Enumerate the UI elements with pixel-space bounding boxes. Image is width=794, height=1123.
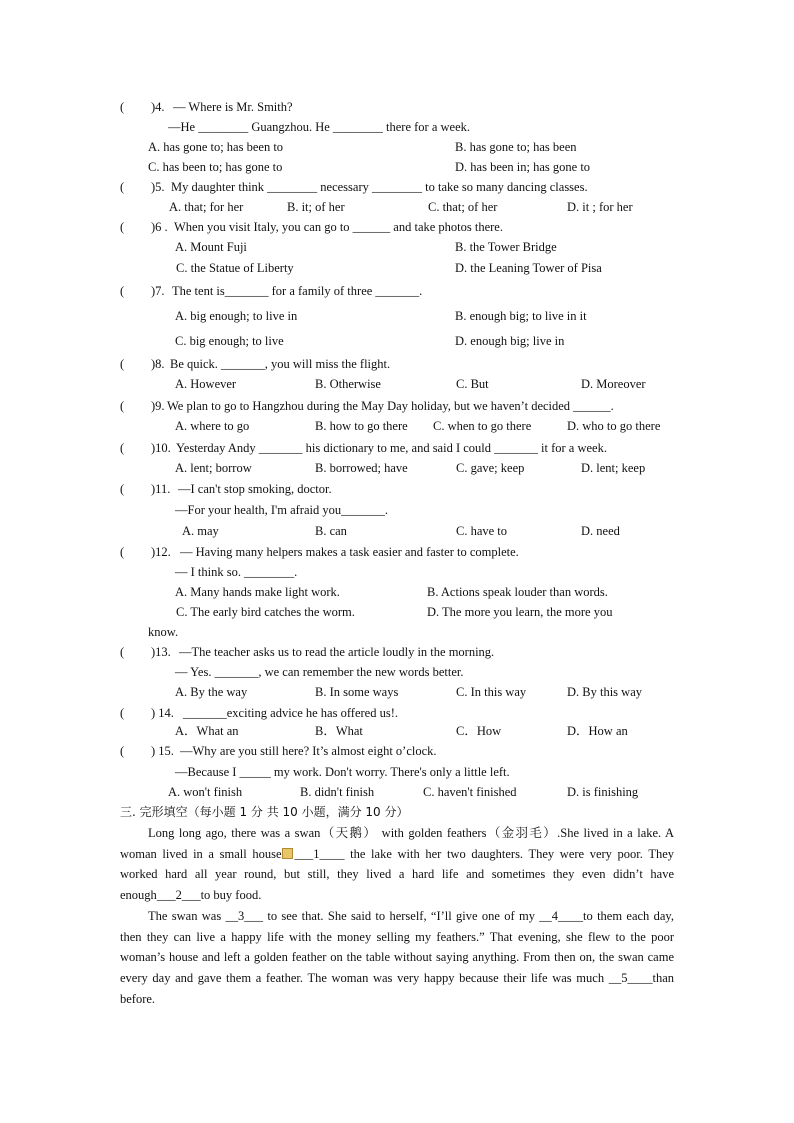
question-stem: The tent is_______ for a family of three _______.: [172, 284, 423, 298]
answer-bracket[interactable]: (: [120, 100, 125, 114]
passage-text: than before.: [120, 971, 674, 1006]
question-number: ) 15.: [151, 744, 174, 758]
question-stem: My daughter think ________ necessary ________ to take so many dancing classes.: [171, 180, 588, 194]
option-c[interactable]: C. haven't finished: [423, 785, 517, 799]
option-b[interactable]: B. it; of her: [287, 200, 345, 214]
option-c[interactable]: C. big enough; to live: [175, 334, 284, 348]
question-number: )8.: [151, 357, 165, 371]
question-stem: —I can't stop smoking, doctor.: [178, 482, 332, 496]
option-d[interactable]: D. Moreover: [581, 377, 646, 391]
option-c[interactable]: C. has been to; has gone to: [148, 160, 283, 174]
answer-bracket[interactable]: (: [120, 645, 125, 659]
option-b[interactable]: B. how to go there: [315, 419, 408, 433]
option-a[interactable]: A. By the way: [175, 685, 248, 699]
answer-bracket[interactable]: (: [120, 706, 125, 720]
option-d[interactable]: D. it ; for her: [567, 200, 633, 214]
option-d-continuation: know.: [148, 625, 179, 639]
image-marker-icon: [282, 848, 293, 859]
option-d[interactable]: D. The more you learn, the more you: [427, 605, 613, 619]
option-b[interactable]: B．What: [315, 724, 363, 738]
question-number: )7.: [151, 284, 165, 298]
option-c[interactable]: C. gave; keep: [456, 461, 525, 475]
option-b[interactable]: B. Actions speak louder than words.: [427, 585, 608, 599]
blank-1[interactable]: ___1____: [294, 846, 345, 861]
answer-bracket[interactable]: (: [120, 545, 125, 559]
option-c[interactable]: C. have to: [456, 524, 508, 538]
question-number: )10.: [151, 441, 171, 455]
option-b[interactable]: B. Otherwise: [315, 377, 381, 391]
option-a[interactable]: A. won't finish: [168, 785, 243, 799]
option-c[interactable]: C．How: [456, 724, 502, 738]
question-stem: —The teacher asks us to read the article loudly in the morning.: [179, 645, 495, 659]
question-number: )5.: [151, 180, 165, 194]
blank-5[interactable]: __5____: [608, 971, 653, 986]
passage-text: the lake with her two daughters. They were very poor. They worked hard all year round, but still, they lived a hard life and sometimes they even didn’t have enough: [120, 846, 674, 903]
question-stem-line2: —For your health, I'm afraid you_______.: [175, 503, 388, 517]
answer-bracket[interactable]: (: [120, 482, 125, 496]
question-stem-line2: — Yes. _______, we can remember the new words better.: [175, 665, 464, 679]
option-a[interactable]: A. However: [175, 377, 237, 391]
section-heading: 三. 完形填空（每小题 1 分 共 10 小题，满分 10 分）: [120, 805, 409, 819]
option-d[interactable]: D. has been in; has gone to: [455, 160, 591, 174]
option-b[interactable]: B. didn't finish: [300, 785, 375, 799]
question-stem: We plan to go to Hangzhou during the May Day holiday, but we haven’t decided ______.: [167, 399, 614, 413]
option-d[interactable]: D. is finishing: [567, 785, 639, 799]
question-stem: — Having many helpers makes a task easier and faster to complete.: [180, 545, 519, 559]
option-a[interactable]: A. has gone to; has been to: [148, 140, 284, 154]
option-c[interactable]: C. the Statue of Liberty: [176, 261, 294, 275]
option-d[interactable]: D. the Leaning Tower of Pisa: [455, 261, 602, 275]
question-number: )11.: [151, 482, 171, 496]
answer-bracket[interactable]: (: [120, 744, 125, 758]
question-stem: When you visit Italy, you can go to ______ and take photos there.: [174, 220, 503, 234]
question-stem: — Where is Mr. Smith?: [173, 100, 293, 114]
option-b[interactable]: B. borrowed; have: [315, 461, 408, 475]
option-d[interactable]: D. enough big; live in: [455, 334, 565, 348]
passage-text: to buy food.: [200, 888, 262, 903]
question-stem: —Why are you still here? It’s almost eight o’clock.: [180, 744, 437, 758]
answer-bracket[interactable]: (: [120, 284, 125, 298]
option-a[interactable]: A. big enough; to live in: [175, 309, 298, 323]
option-a[interactable]: A. Many hands make light work.: [175, 585, 340, 599]
option-a[interactable]: A. lent; borrow: [175, 461, 252, 475]
cloze-paragraph-1: [120, 823, 674, 906]
question-number: )4.: [151, 100, 165, 114]
option-d[interactable]: D. who to go there: [567, 419, 661, 433]
question-number: )12.: [151, 545, 171, 559]
passage-text: The swan was: [148, 909, 226, 923]
option-b[interactable]: B. has gone to; has been: [455, 140, 577, 154]
option-a[interactable]: A. Mount Fuji: [175, 240, 247, 254]
option-b[interactable]: B. enough big; to live in it: [455, 309, 587, 323]
answer-bracket[interactable]: (: [120, 180, 125, 194]
option-c[interactable]: C. But: [456, 377, 489, 391]
answer-bracket[interactable]: (: [120, 399, 125, 413]
passage-text: Long long ago, there was a swan（天鹅） with golden feathers（金羽毛）.She lived in a lake. A woman lived in a small house: [120, 826, 674, 861]
answer-bracket[interactable]: (: [120, 357, 125, 371]
option-b[interactable]: B. the Tower Bridge: [455, 240, 557, 254]
option-b[interactable]: B. In some ways: [315, 685, 399, 699]
cloze-paragraph-2: [120, 906, 674, 1010]
option-c[interactable]: C. In this way: [456, 685, 527, 699]
question-stem: Yesterday Andy _______ his dictionary to me, and said I could _______ it for a week.: [176, 441, 607, 455]
option-d[interactable]: D. lent; keep: [581, 461, 646, 475]
option-b[interactable]: B. can: [315, 524, 347, 538]
option-d[interactable]: D. By this way: [567, 685, 642, 699]
answer-bracket[interactable]: (: [120, 441, 125, 455]
option-a[interactable]: A．What an: [175, 724, 239, 738]
answer-bracket[interactable]: (: [120, 220, 125, 234]
passage-text: to them each day, then they can live a happy life with the money selling my feathers.” That evening, she flew to the poor woman’s house and left a golden feather on the table without saying anything. From then on, the swan came every day and gave them a feather. The woman was very happy because their life was much: [120, 909, 674, 986]
blank-4[interactable]: __4____: [539, 909, 584, 923]
option-a[interactable]: A. that; for her: [169, 200, 244, 214]
question-stem: Be quick. _______, you will miss the flight.: [170, 357, 391, 371]
passage-text: to see that. She said to herself, “I’ll give one of my: [263, 909, 540, 923]
option-a[interactable]: A. may: [182, 524, 219, 538]
question-stem-line2: —He ________ Guangzhou. He ________ there for a week.: [168, 120, 471, 134]
option-d[interactable]: D．How an: [567, 724, 628, 738]
blank-3[interactable]: __3___: [225, 909, 264, 923]
option-d[interactable]: D. need: [581, 524, 620, 538]
question-stem-line2: — I think so. ________.: [175, 565, 298, 579]
question-stem-line2: —Because I _____ my work. Don't worry. There's only a little left.: [175, 765, 510, 779]
blank-2[interactable]: ___2___: [156, 888, 201, 903]
question-number: )13.: [151, 645, 171, 659]
option-c[interactable]: C. that; of her: [428, 200, 498, 214]
option-c[interactable]: C. The early bird catches the worm.: [176, 605, 355, 619]
option-c[interactable]: C. when to go there: [433, 419, 532, 433]
question-number: )6 .: [151, 220, 168, 234]
question-stem: _______exciting advice he has offered us!.: [183, 706, 398, 720]
question-number: )9.: [151, 399, 165, 413]
question-number: ) 14.: [151, 706, 174, 720]
option-a[interactable]: A. where to go: [175, 419, 250, 433]
